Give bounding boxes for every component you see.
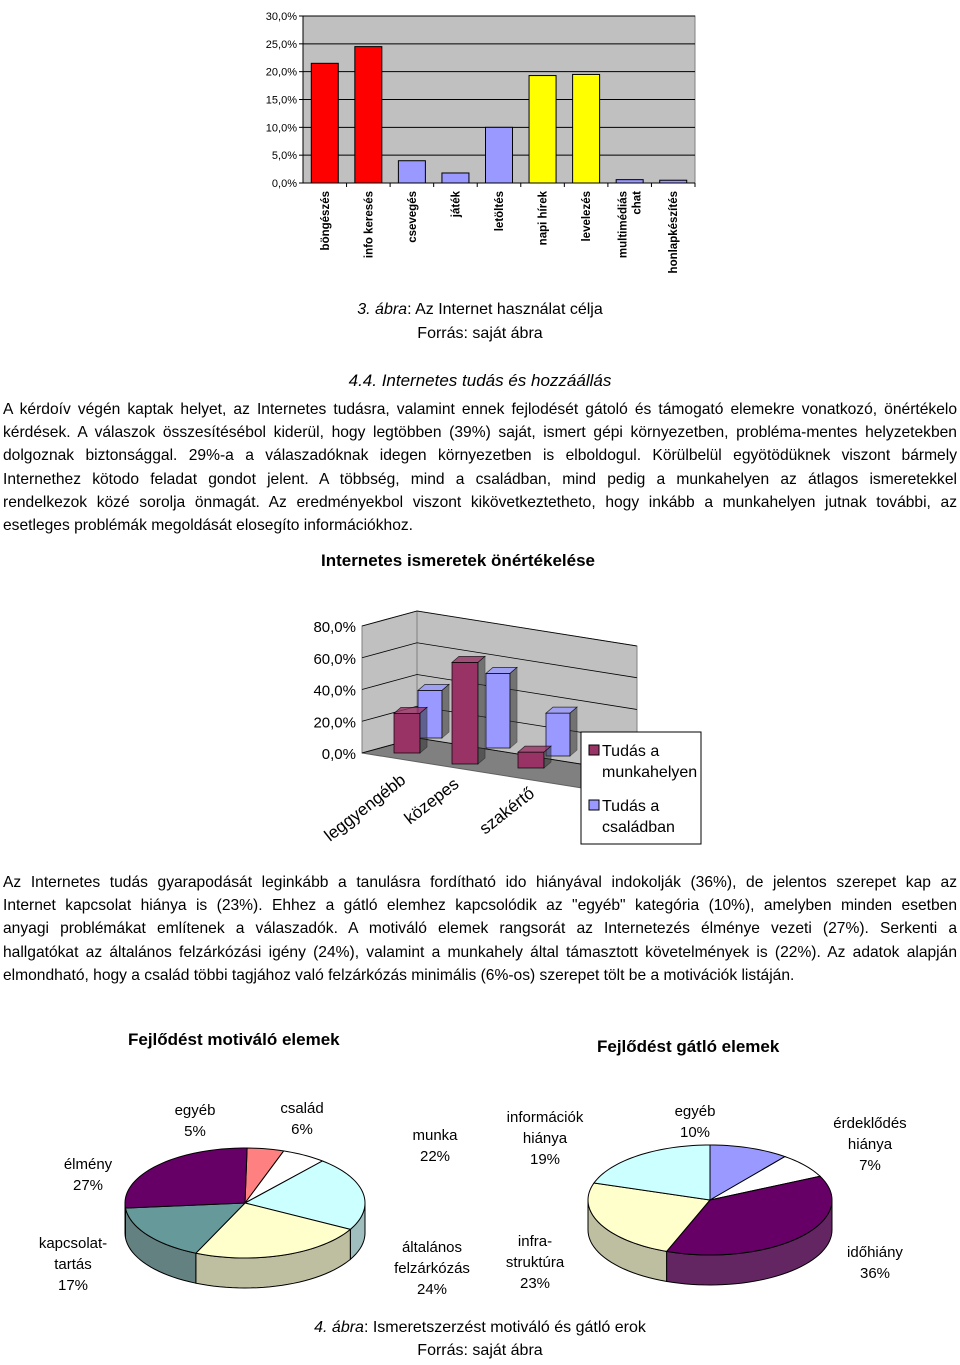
bar-0	[311, 63, 338, 183]
bar-1	[355, 47, 382, 183]
paragraph-1-line: A kérdoív végén kaptak helyet, az Internetes tudásra, valamint ennek fejlodését gátoló és támogató elemekre vonatkozó, önértékelo	[3, 401, 957, 418]
chart-title: Internetes ismeretek önértékelése	[320, 551, 596, 570]
y-tick-label: 15,0%	[265, 94, 297, 107]
category-label: levelezés	[581, 191, 594, 242]
figure3-source: Forrás: saját ábra	[417, 325, 543, 342]
pie-label: 27%	[72, 1177, 104, 1194]
legend-label: családban	[602, 819, 675, 836]
category-label: közepes	[400, 774, 463, 829]
self-assessment-chart	[255, 542, 705, 852]
pie-label: 10%	[679, 1124, 711, 1141]
category-label: csevegés	[406, 191, 419, 243]
y-tick-label: 5,0%	[271, 150, 297, 163]
pie-label: hiánya	[522, 1130, 568, 1147]
pie-title: Fejlődést gátló elemek	[597, 1037, 780, 1056]
category-label: böngészés	[319, 191, 332, 251]
pie-label: hiánya	[847, 1136, 893, 1153]
pie-label: kapcsolat-	[38, 1235, 108, 1252]
bar-munkahelyen-1	[452, 662, 478, 764]
pie-label: felzárkózás	[394, 1260, 470, 1277]
pie-label: infra-	[517, 1233, 553, 1250]
category-label: honlapkészítés	[668, 191, 681, 274]
y-tick-label: 10,0%	[265, 122, 297, 135]
bar-csaladban-1-side	[510, 667, 517, 748]
pie-label: munka	[412, 1127, 458, 1144]
paragraph-2-line: Az Internetes tudás gyarapodását leginkább a tanulásra fordítható ido hiányával indokolják (36%), de jelentos szerepet kap az	[3, 874, 957, 891]
legend-label: munkahelyen	[602, 764, 698, 781]
pie-slice-5	[125, 1148, 247, 1208]
category-label: napi hírek	[537, 191, 550, 246]
pie-label: egyéb	[674, 1103, 716, 1120]
pie-label: tartás	[54, 1256, 92, 1273]
y-tick-label: 80,0%	[313, 619, 356, 636]
category-label: szakértő	[475, 783, 539, 839]
figure3-caption	[0, 301, 960, 319]
bar-2	[398, 161, 425, 183]
pie-label: élmény	[63, 1156, 113, 1173]
bar-8	[660, 180, 687, 183]
category-label: multimédiás	[617, 191, 630, 259]
y-tick-label: 30,0%	[265, 11, 297, 23]
legend-swatch	[589, 800, 599, 810]
figure3-caption-prefix: 3. ábra	[357, 301, 408, 318]
bar-5	[529, 76, 556, 183]
paragraph-2-line: hallgatókat az általános felzárkózási igény (24%), valamint a munkahely által támasztott követelmények is (22%). Az adatok alapján	[3, 943, 957, 961]
pie-label: család	[280, 1100, 324, 1117]
usage-purpose-chart	[258, 2, 708, 297]
bar-3	[442, 173, 469, 183]
pie-label: struktúra	[505, 1254, 565, 1271]
y-tick-label: 20,0%	[313, 714, 356, 732]
legend-label: Tudás a	[602, 798, 660, 815]
pie-title: Fejlődést motiváló elemek	[128, 1030, 340, 1049]
paragraph-2-line: anyagi problémákat említenek a válaszadók. A motiváló elemek rangsorát az Internetezés élménye vezeti (27%). Serkenti a	[3, 920, 957, 938]
y-tick-label: 25,0%	[265, 38, 297, 51]
figure4-caption-text: : Ismeretszerzést motiváló és gátló erok	[363, 1319, 646, 1336]
pie-label: érdeklődés	[833, 1115, 907, 1132]
bar-munkahelyen-2	[518, 752, 544, 768]
legend-label: Tudás a	[602, 743, 660, 760]
pie-label: 5%	[184, 1123, 206, 1140]
bar-csaladban-0-side	[442, 684, 449, 738]
paragraph-2-line: elmondható, hogy a család többi tagjához való felzárkózás minimális (6%-os) szerepet tölt be a motivációk listáján.	[3, 966, 795, 984]
category-label: letöltés	[494, 191, 506, 232]
pie-label: 22%	[419, 1148, 451, 1165]
section-heading: 4.4. Internetes tudás és hozzáállás	[348, 371, 612, 390]
pie-label: 23%	[519, 1275, 551, 1292]
paragraph-1-line: kérdések. A válaszok összesítésébol kiderül, hogy legtöbben (39%) saját, ismert gépi környezetben, probléma-mentes helyzetekben	[3, 424, 957, 442]
category-label: chat	[631, 191, 644, 215]
figure4-source: Forrás: saját ábra	[417, 1342, 543, 1359]
category-label: leggyengébb	[320, 770, 410, 846]
y-tick-label: 40,0%	[313, 682, 356, 700]
bar-6	[573, 74, 600, 183]
pie-label: időhiány	[847, 1244, 903, 1261]
category-label: játék	[450, 191, 463, 218]
bar-munkahelyen-0	[394, 713, 420, 753]
paragraph-1-line: dolgoznak biztonsággal. 29%-a a válaszadóknak idegen környezetben is elboldogul. Körülbelül egyötödüknek viszont bármely	[3, 447, 957, 465]
pie-label: információk	[506, 1109, 584, 1126]
bar-7	[616, 180, 643, 183]
paragraph-1	[3, 398, 957, 537]
pie-label: általános	[401, 1239, 463, 1256]
bar-munkahelyen-1-side	[478, 656, 485, 764]
y-tick-label: 20,0%	[265, 66, 297, 79]
bar-csaladban-2-side	[570, 707, 577, 756]
paragraph-1-line: Internethez kötodo feladat gondot jelent. A többség, mind a családban, mind pedig a munkahelyen az átlagos ismeretekkel	[3, 470, 957, 488]
legend-swatch	[589, 745, 599, 755]
figure3-caption-text: : Az Internet használat célja	[407, 301, 603, 318]
pie-label: 17%	[57, 1277, 89, 1294]
bar-munkahelyen-0-side	[420, 707, 427, 753]
pie-label: 19%	[529, 1151, 561, 1168]
pie-label: egyéb	[174, 1102, 216, 1119]
paragraph-1-line: esetleges problémák megoldását elosegíto információkhoz.	[3, 517, 413, 535]
bar-4	[486, 127, 513, 183]
motivation-barrier-pies	[30, 1020, 930, 1310]
category-label: info keresés	[363, 191, 376, 259]
y-tick-label: 0,0%	[321, 746, 356, 763]
pie-label: 6%	[291, 1121, 313, 1138]
figure4-caption-prefix: 4. ábra	[314, 1319, 364, 1336]
paragraph-2	[3, 871, 957, 987]
pie-label: 7%	[859, 1157, 881, 1174]
figure4-caption	[0, 1319, 960, 1337]
pie-label: 36%	[859, 1265, 891, 1282]
pie-label: 24%	[416, 1281, 448, 1298]
bar-csaladban-1	[486, 673, 510, 748]
paragraph-1-line: rendelkezok közé sorolja önmagát. Az eredményekbol viszont kikövetkeztetheto, hogy inkább a munkahelyen jutnak további, az	[3, 493, 957, 511]
y-tick-label: 0,0%	[271, 178, 297, 190]
y-tick-label: 60,0%	[313, 650, 356, 668]
paragraph-2-line: Internet kapcsolat hiánya is (23%). Ehhez a gátló elemhez kapcsolódik az "egyéb" kategória (10%), amelyben minden esetben	[3, 897, 957, 915]
